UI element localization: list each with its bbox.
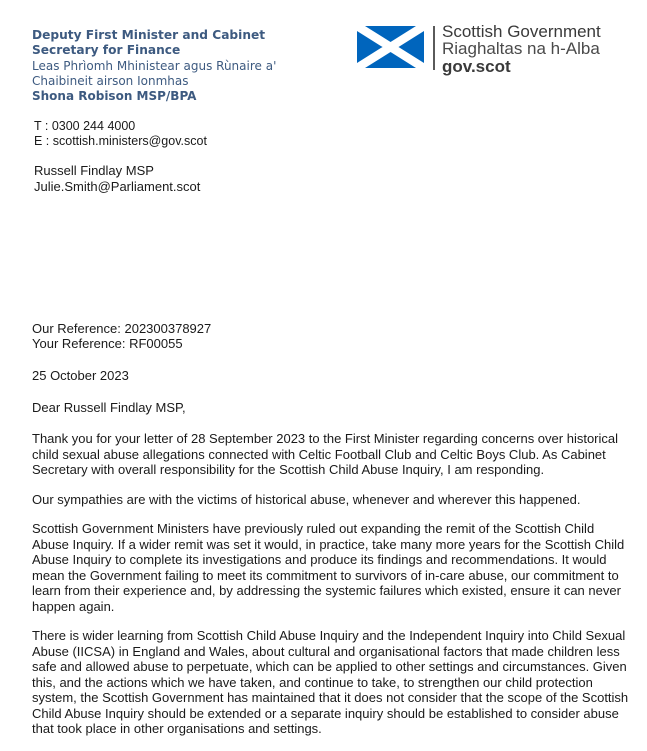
references: [32, 321, 211, 351]
recipient-email: Julie.Smith@Parliament.scot: [34, 179, 201, 194]
letter-body: [32, 431, 629, 751]
email-line: E : scottish.ministers@gov.scot: [34, 134, 207, 148]
sender-title-gaelic: Leas Phrìomh Mhinistear agus Rùnaire a' Chaibineit airson Ionmhas: [32, 59, 277, 88]
saltire-flag-icon: [357, 26, 424, 68]
sender-title: Deputy First Minister and Cabinet Secretary for Finance: [32, 28, 266, 57]
our-reference: Our Reference: 202300378927: [32, 321, 212, 336]
site-name: gov.scot: [442, 57, 511, 76]
logo-divider: [433, 26, 435, 70]
paragraph: Thank you for your letter of 28 September 2023 to the First Minister regarding concerns over historical child sexual abuse allegations connected with Celtic Football Club and Celtic Boys Club. As Cabinet Secretary with overall responsibility for the Scottish Child Abuse Inquiry, I am responding.: [32, 431, 619, 477]
org-name-gaelic: Riaghaltas na h-Alba: [442, 39, 600, 58]
paragraph: Our sympathies are with the victims of historical abuse, whenever and wherever this happened.: [32, 491, 581, 507]
sender-block: [32, 28, 332, 103]
phone-line: T : 0300 244 4000: [34, 119, 136, 133]
paragraph: There is wider learning from Scottish Child Abuse Inquiry and the Independent Inquiry into Child Sexual Abuse (IICSA) in England and Wales, about cultural and organisational factors that made children less safe and allowed abuse to perpetuate, which can be applied to other settings and circumstances. Given this, and the actions which we have taken, and continue to take, to strengthen our child protection system, the Scottish Government has maintained that it does not consider that the scope of the Scottish Child Abuse Inquiry should be extended or a separate inquiry should be established to consider abuse that took place in other organisations and settings.: [32, 628, 629, 736]
paragraph: Scottish Government Ministers have previously ruled out expanding the remit of the Scottish Child Abuse Inquiry. If a wider remit was set it would, in practice, take many more years for the Scottish Child Abuse Inquiry to complete its investigations and produce its findings and recommendations. It would mean the Government failing to meet its commitment to survivors of in-care abuse, our commitment to learn from their experience and, by addressing the systemic failures which existed, ensure it can never happen again.: [32, 521, 625, 614]
recipient-block: [34, 163, 200, 195]
letter-date: 25 October 2023: [32, 368, 129, 383]
org-name-english: Scottish Government: [442, 22, 601, 41]
salutation: Dear Russell Findlay MSP,: [32, 400, 186, 415]
recipient-name: Russell Findlay MSP: [34, 163, 154, 178]
your-reference: Your Reference: RF00055: [32, 336, 183, 351]
minister-name: Shona Robison MSP/BPA: [32, 89, 197, 103]
contact-details: [34, 119, 207, 149]
